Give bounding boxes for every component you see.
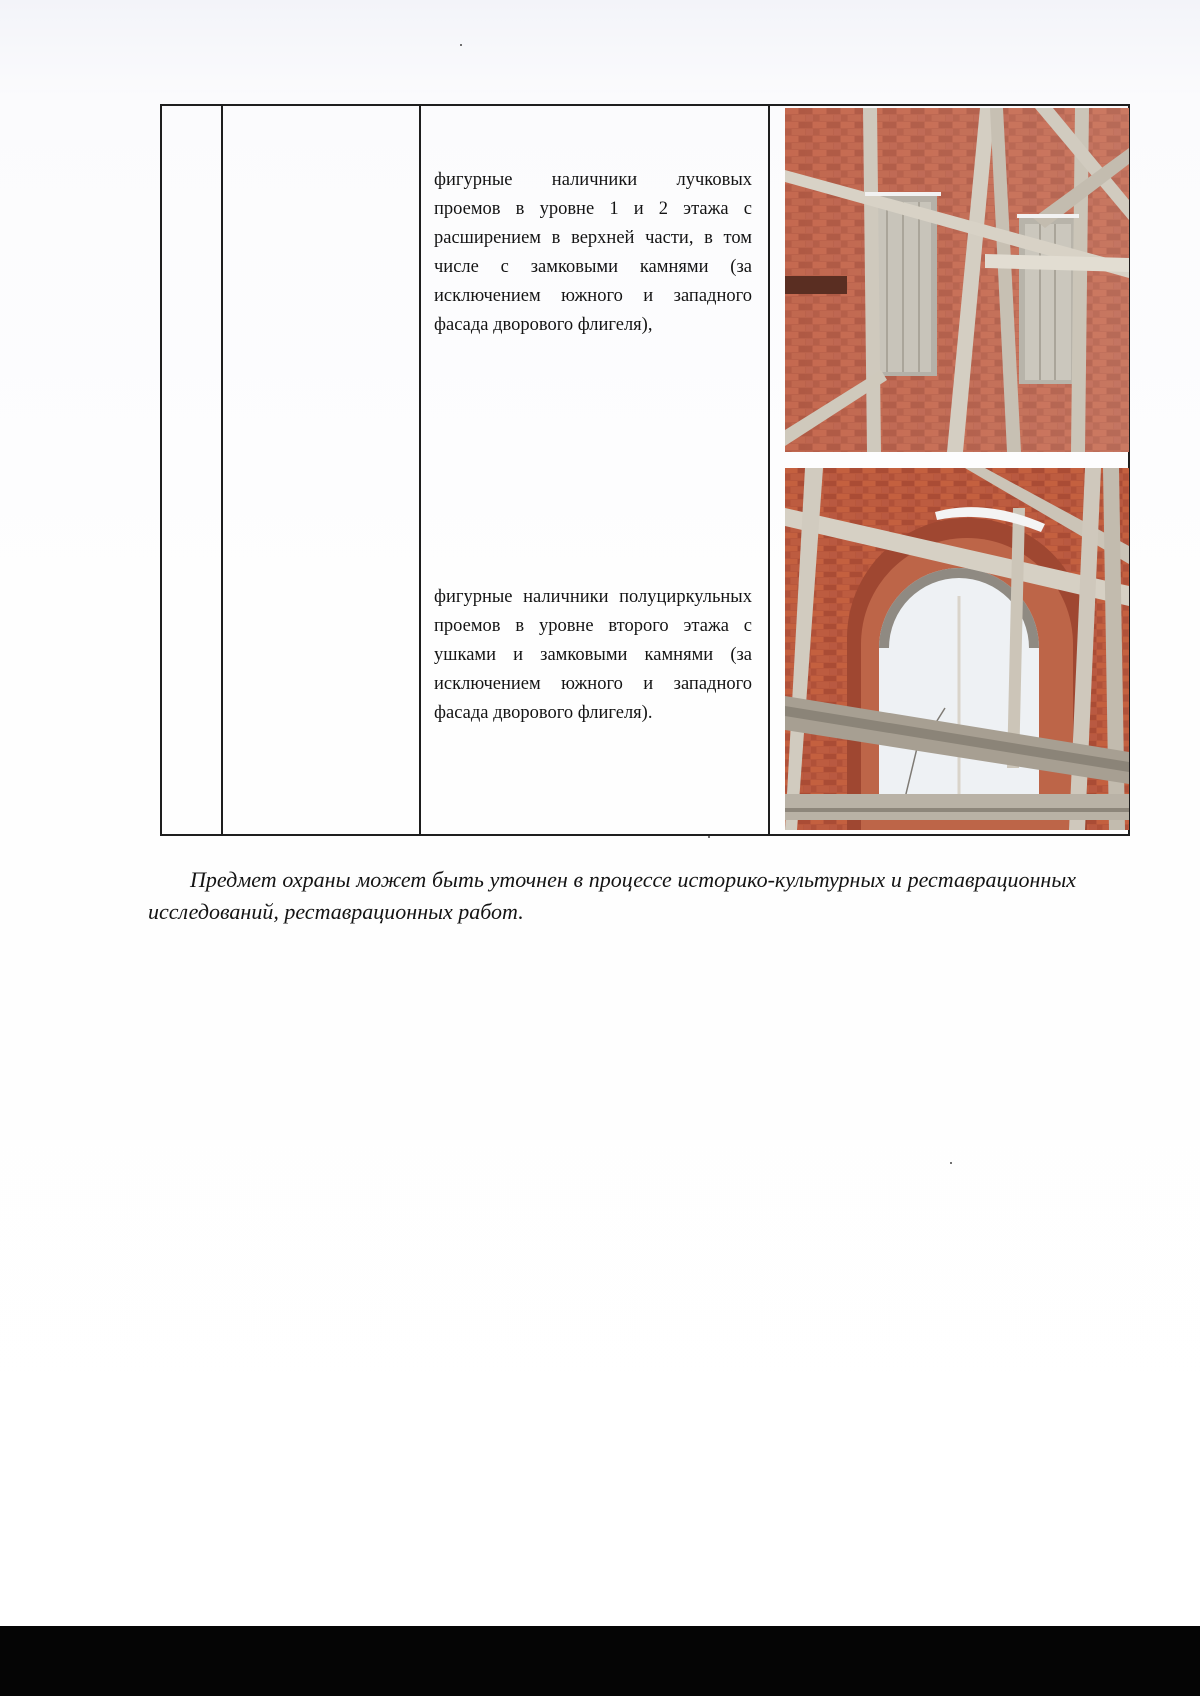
table-column-divider — [419, 106, 421, 834]
scan-speck — [708, 836, 710, 838]
photo-arched-window — [785, 468, 1129, 830]
scanner-edge-bar — [0, 1626, 1200, 1696]
brick-wall-photo-2 — [785, 468, 1129, 830]
protection-note: Предмет охраны может быть уточнен в процессе историко-культурных и реставрационных исследований, реставрационных работ. — [148, 867, 1076, 924]
protection-subject-table — [160, 104, 1130, 836]
scan-speck — [460, 44, 462, 46]
scan-speck — [950, 1162, 952, 1164]
table-column-divider — [768, 106, 770, 834]
table-column-divider — [221, 106, 223, 834]
brick-wall-photo-1 — [785, 108, 1129, 452]
photo-segmental-window — [785, 108, 1129, 452]
table-cell-description-2: фигурные наличники полуциркульных проемов в уровне второго этажа с ушками и замковыми камнями (за исключением южного и западного фасада дворового флигеля). — [434, 587, 752, 723]
table-cell-description-1: фигурные наличники лучковых проемов в уровне 1 и 2 этажа с расширением в верхней части, в том числе с замковыми камнями (за исключением южного и западного фасада дворового флигеля), — [434, 170, 752, 335]
